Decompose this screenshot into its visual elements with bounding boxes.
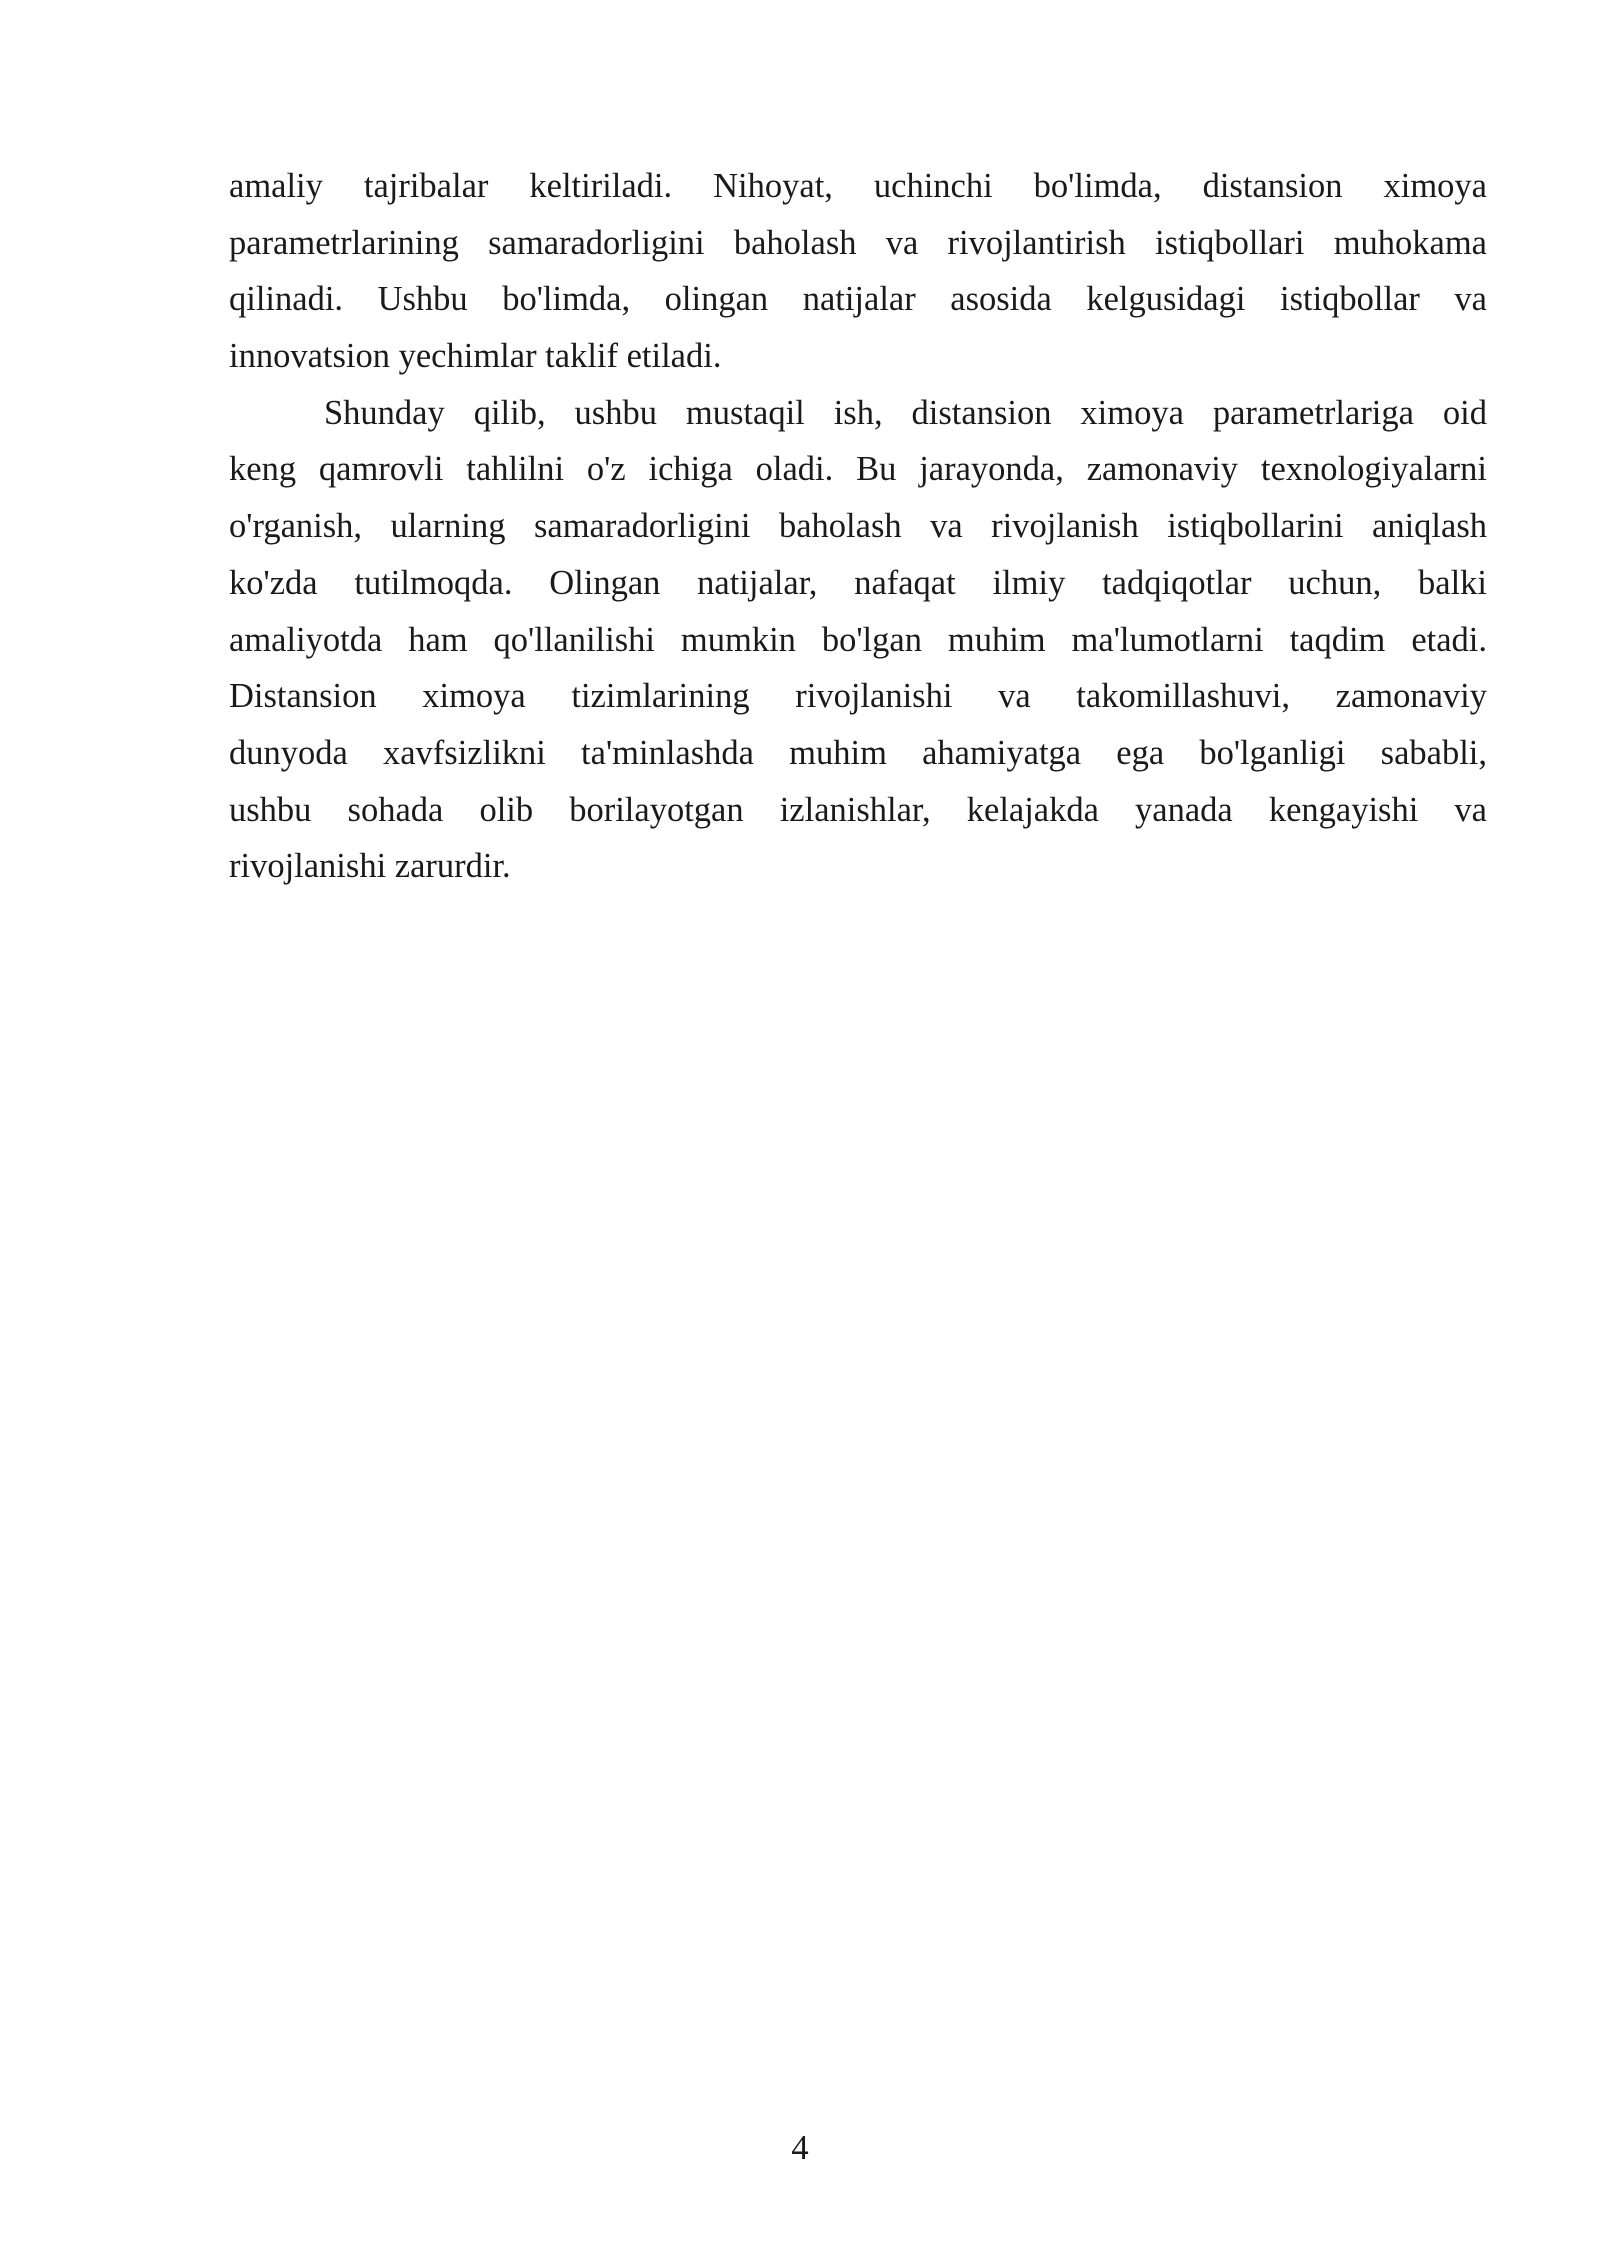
text-line: rivojlanishi zarurdir. [229, 847, 511, 886]
text-line: o'rganish, ularning samaradorligini baholash va rivojlanish istiqbollarini aniqlash [229, 507, 1487, 546]
text-line: Shunday qilib, ushbu mustaqil ish, distansion ximoya parametrlariga oid [324, 393, 1487, 432]
page-number: 4 [791, 2129, 809, 2167]
body-text [229, 158, 1487, 895]
text-line: dunyoda xavfsizlikni ta'minlashda muhim ahamiyatga ega bo'lganligi sababli, [229, 733, 1487, 772]
text-line: amaliyotda ham qo'llanilishi mumkin bo'lgan muhim ma'lumotlarni taqdim etadi. [229, 620, 1487, 659]
text-line: keng qamrovli tahlilni o'z ichiga oladi. Bu jarayonda, zamonaviy texnologiyalarni [229, 450, 1487, 489]
text-line: qilinadi. Ushbu bo'limda, olingan natijalar asosida kelgusidagi istiqbollar va [229, 280, 1487, 319]
paragraph-1 [229, 158, 1487, 385]
text-line: amaliy tajribalar keltiriladi. Nihoyat, uchinchi bo'limda, distansion ximoya [229, 167, 1487, 205]
text-line: parametrlarining samaradorligini baholash va rivojlantirish istiqbollari muhokama [229, 223, 1487, 262]
text-line: innovatsion yechimlar taklif etiladi. [229, 337, 722, 376]
paragraph-2 [229, 385, 1487, 895]
text-line: Distansion ximoya tizimlarining rivojlanishi va takomillashuvi, zamonaviy [229, 677, 1487, 716]
text-line: ko'zda tutilmoqda. Olingan natijalar, nafaqat ilmiy tadqiqotlar uchun, balki [229, 563, 1487, 602]
text-line: ushbu sohada olib borilayotgan izlanishlar, kelajakda yanada kengayishi va [229, 790, 1487, 829]
